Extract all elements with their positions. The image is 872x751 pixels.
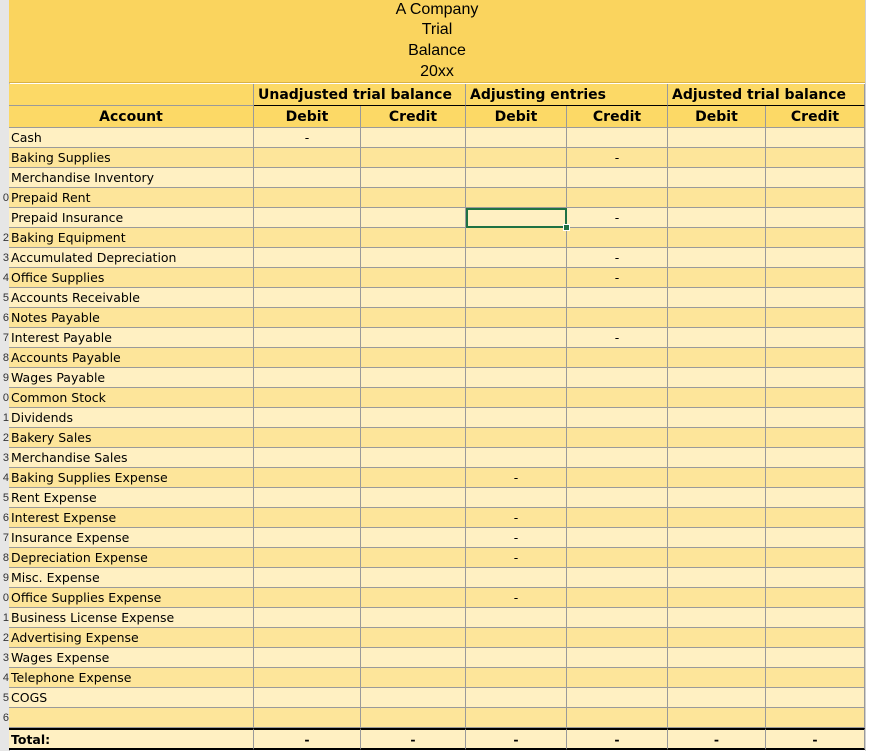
amount-cell[interactable] <box>254 668 361 688</box>
amount-cell[interactable] <box>254 128 361 148</box>
amount-cell[interactable] <box>668 668 766 688</box>
amount-cell[interactable] <box>668 168 766 188</box>
amount-cell[interactable] <box>466 608 567 628</box>
amount-cell[interactable] <box>668 708 766 728</box>
account-name-cell[interactable]: Baking Supplies Expense <box>9 468 254 488</box>
fill-handle[interactable] <box>563 224 570 231</box>
amount-cell[interactable] <box>766 268 865 288</box>
account-name-cell[interactable]: Accounts Payable <box>9 348 254 368</box>
amount-cell[interactable] <box>668 328 766 348</box>
row-number[interactable]: 2 <box>2 232 9 244</box>
amount-cell[interactable] <box>766 128 865 148</box>
amount-cell[interactable] <box>466 648 567 668</box>
amount-cell[interactable] <box>668 228 766 248</box>
amount-cell[interactable] <box>668 468 766 488</box>
amount-cell[interactable] <box>668 588 766 608</box>
account-name-cell[interactable]: Misc. Expense <box>9 568 254 588</box>
amount-cell[interactable] <box>567 268 668 288</box>
amount-cell[interactable] <box>766 688 865 708</box>
amount-cell[interactable] <box>466 288 567 308</box>
row-number[interactable]: 7 <box>2 532 9 544</box>
total-amount-cell[interactable] <box>466 728 567 750</box>
amount-cell[interactable] <box>668 348 766 368</box>
amount-cell[interactable] <box>466 168 567 188</box>
amount-cell[interactable] <box>567 688 668 708</box>
account-name-cell[interactable]: Dividends <box>9 408 254 428</box>
account-name-cell[interactable]: Bakery Sales <box>9 428 254 448</box>
right-gutter <box>865 0 872 751</box>
account-name-cell[interactable]: Depreciation Expense <box>9 548 254 568</box>
amount-cell[interactable] <box>254 388 361 408</box>
account-name-cell[interactable]: Office Supplies Expense <box>9 588 254 608</box>
amount-cell[interactable] <box>766 528 865 548</box>
row-number[interactable]: 5 <box>2 692 9 704</box>
row-number[interactable]: 0 <box>2 592 9 604</box>
amount-cell[interactable] <box>361 228 466 248</box>
group-header-adjusted[interactable]: Adjusted trial balance <box>668 84 865 106</box>
dash-value: - <box>614 270 620 285</box>
amount-cell[interactable] <box>361 688 466 708</box>
account-name-cell[interactable]: Insurance Expense <box>9 528 254 548</box>
amount-cell[interactable] <box>567 308 668 328</box>
account-name-cell[interactable]: Interest Payable <box>9 328 254 348</box>
amount-cell[interactable] <box>361 408 466 428</box>
amount-cell[interactable] <box>466 428 567 448</box>
amount-cell[interactable] <box>766 608 865 628</box>
title-company: A Company <box>395 1 479 18</box>
amount-cell[interactable] <box>668 128 766 148</box>
column-header-credit-2[interactable]: Credit <box>361 106 466 128</box>
amount-cell[interactable] <box>361 468 466 488</box>
total-dash-value: - <box>410 732 416 747</box>
title-block[interactable] <box>9 0 865 83</box>
amount-cell[interactable] <box>466 368 567 388</box>
row-number[interactable]: 3 <box>2 252 9 264</box>
amount-cell[interactable] <box>254 308 361 328</box>
total-amount-cell[interactable] <box>254 728 361 750</box>
total-amount-cell[interactable] <box>567 728 668 750</box>
amount-cell[interactable] <box>361 508 466 528</box>
account-name-cell[interactable]: Baking Equipment <box>9 228 254 248</box>
amount-cell[interactable] <box>466 668 567 688</box>
row-number[interactable]: 6 <box>2 712 9 724</box>
title-line-3: Balance <box>408 42 466 59</box>
account-name-cell[interactable]: Accumulated Depreciation <box>9 248 254 268</box>
amount-cell[interactable] <box>567 568 668 588</box>
account-name-cell[interactable]: Business License Expense <box>9 608 254 628</box>
amount-cell[interactable] <box>668 508 766 528</box>
amount-cell[interactable] <box>466 228 567 248</box>
amount-cell[interactable] <box>361 608 466 628</box>
amount-cell[interactable] <box>668 568 766 588</box>
amount-cell[interactable] <box>361 148 466 168</box>
amount-cell[interactable] <box>766 708 865 728</box>
dash-value: - <box>513 550 519 565</box>
amount-cell[interactable] <box>361 368 466 388</box>
amount-cell[interactable] <box>466 568 567 588</box>
amount-cell[interactable] <box>361 348 466 368</box>
row-number[interactable]: 1 <box>2 612 9 624</box>
amount-cell[interactable] <box>668 628 766 648</box>
amount-cell[interactable] <box>361 208 466 228</box>
amount-cell[interactable] <box>254 208 361 228</box>
total-label[interactable]: Total: <box>9 728 254 750</box>
row-number[interactable]: 9 <box>2 372 9 384</box>
group-header-adjusting[interactable]: Adjusting entries <box>466 84 668 106</box>
amount-cell[interactable] <box>567 148 668 168</box>
amount-cell[interactable] <box>567 428 668 448</box>
amount-cell[interactable] <box>254 508 361 528</box>
column-header-account[interactable]: Account <box>9 106 254 128</box>
account-name-cell[interactable]: Rent Expense <box>9 488 254 508</box>
account-name-cell[interactable] <box>9 708 254 728</box>
amount-cell[interactable] <box>766 168 865 188</box>
amount-cell[interactable] <box>466 548 567 568</box>
amount-cell[interactable] <box>466 708 567 728</box>
amount-cell[interactable] <box>766 408 865 428</box>
amount-cell[interactable] <box>361 188 466 208</box>
amount-cell[interactable] <box>766 208 865 228</box>
amount-cell[interactable] <box>361 448 466 468</box>
amount-cell[interactable] <box>361 528 466 548</box>
amount-cell[interactable] <box>466 628 567 648</box>
amount-cell[interactable] <box>254 488 361 508</box>
amount-cell[interactable] <box>466 488 567 508</box>
amount-cell[interactable] <box>766 248 865 268</box>
account-name-cell[interactable]: Advertising Expense <box>9 628 254 648</box>
amount-cell[interactable] <box>567 408 668 428</box>
row-number[interactable]: 5 <box>2 292 9 304</box>
row-number[interactable]: 9 <box>2 572 9 584</box>
row-number[interactable]: 8 <box>2 352 9 364</box>
amount-cell[interactable] <box>668 688 766 708</box>
account-name-cell[interactable]: Notes Payable <box>9 308 254 328</box>
amount-cell[interactable] <box>766 228 865 248</box>
amount-cell[interactable] <box>466 348 567 368</box>
amount-cell[interactable] <box>668 548 766 568</box>
selected-cell[interactable] <box>466 208 567 228</box>
row-number[interactable]: 7 <box>2 332 9 344</box>
amount-cell[interactable] <box>254 368 361 388</box>
amount-cell[interactable] <box>766 468 865 488</box>
amount-cell[interactable] <box>254 428 361 448</box>
total-dash-value: - <box>713 732 720 747</box>
amount-cell[interactable] <box>668 288 766 308</box>
amount-cell[interactable] <box>567 668 668 688</box>
amount-cell[interactable] <box>466 388 567 408</box>
amount-cell[interactable] <box>361 248 466 268</box>
amount-cell[interactable] <box>567 648 668 668</box>
amount-cell[interactable] <box>254 228 361 248</box>
amount-cell[interactable] <box>254 708 361 728</box>
amount-cell[interactable] <box>361 168 466 188</box>
row-number[interactable]: 6 <box>2 312 9 324</box>
amount-cell[interactable] <box>466 688 567 708</box>
amount-cell[interactable] <box>466 468 567 488</box>
column-header-debit-1[interactable]: Debit <box>254 106 361 128</box>
amount-cell[interactable] <box>466 588 567 608</box>
total-amount-cell[interactable] <box>361 728 466 750</box>
amount-cell[interactable] <box>567 548 668 568</box>
total-dash-value: - <box>614 732 620 747</box>
title-line-2: Trial <box>421 21 453 38</box>
column-header-credit-6[interactable]: Credit <box>766 106 865 128</box>
amount-cell[interactable] <box>361 568 466 588</box>
account-name-cell[interactable]: Baking Supplies <box>9 148 254 168</box>
dash-value: - <box>513 470 519 485</box>
amount-cell[interactable] <box>466 508 567 528</box>
amount-cell[interactable] <box>254 268 361 288</box>
amount-cell[interactable] <box>567 228 668 248</box>
amount-cell[interactable] <box>567 488 668 508</box>
amount-cell[interactable] <box>766 288 865 308</box>
amount-cell[interactable] <box>361 488 466 508</box>
amount-cell[interactable] <box>361 288 466 308</box>
amount-cell[interactable] <box>466 408 567 428</box>
row-number[interactable]: 1 <box>2 412 9 424</box>
amount-cell[interactable] <box>254 608 361 628</box>
total-amount-cell[interactable] <box>668 728 766 750</box>
amount-cell[interactable] <box>766 448 865 468</box>
amount-cell[interactable] <box>254 408 361 428</box>
amount-cell[interactable] <box>361 308 466 328</box>
amount-cell[interactable] <box>567 188 668 208</box>
row-number[interactable]: 0 <box>2 192 9 204</box>
group-header-unadjusted[interactable]: Unadjusted trial balance <box>254 84 466 106</box>
amount-cell[interactable] <box>668 388 766 408</box>
dash-value: - <box>513 510 519 525</box>
account-name-cell[interactable]: Wages Payable <box>9 368 254 388</box>
row-number[interactable]: 8 <box>2 552 9 564</box>
total-amount-cell[interactable] <box>766 728 865 750</box>
amount-cell[interactable] <box>766 588 865 608</box>
amount-cell[interactable] <box>766 488 865 508</box>
amount-cell[interactable] <box>668 268 766 288</box>
amount-cell[interactable] <box>466 528 567 548</box>
amount-cell[interactable] <box>361 668 466 688</box>
amount-cell[interactable] <box>668 188 766 208</box>
amount-cell[interactable] <box>668 148 766 168</box>
amount-cell[interactable] <box>361 328 466 348</box>
amount-cell[interactable] <box>766 368 865 388</box>
amount-cell[interactable] <box>766 308 865 328</box>
amount-cell[interactable] <box>766 568 865 588</box>
amount-cell[interactable] <box>254 468 361 488</box>
amount-cell[interactable] <box>668 608 766 628</box>
amount-cell[interactable] <box>567 628 668 648</box>
amount-cell[interactable] <box>766 508 865 528</box>
account-name-cell[interactable]: Prepaid Rent <box>9 188 254 208</box>
dash-value: - <box>304 130 310 145</box>
amount-cell[interactable] <box>466 188 567 208</box>
amount-cell[interactable] <box>254 348 361 368</box>
amount-cell[interactable] <box>567 448 668 468</box>
row-number[interactable]: 2 <box>2 432 9 444</box>
dash-value: - <box>513 530 519 545</box>
amount-cell[interactable] <box>567 368 668 388</box>
amount-cell[interactable] <box>466 308 567 328</box>
amount-cell[interactable] <box>567 348 668 368</box>
amount-cell[interactable] <box>668 208 766 228</box>
amount-cell[interactable] <box>567 588 668 608</box>
amount-cell[interactable] <box>668 408 766 428</box>
amount-cell[interactable] <box>466 128 567 148</box>
amount-cell[interactable] <box>567 528 668 548</box>
account-name-cell[interactable]: Telephone Expense <box>9 668 254 688</box>
row-number[interactable]: 4 <box>2 672 9 684</box>
amount-cell[interactable] <box>766 328 865 348</box>
dash-value: - <box>614 210 620 225</box>
total-dash-value: - <box>513 732 519 747</box>
amount-cell[interactable] <box>466 328 567 348</box>
amount-cell[interactable] <box>361 388 466 408</box>
amount-cell[interactable] <box>254 568 361 588</box>
amount-cell[interactable] <box>766 188 865 208</box>
amount-cell[interactable] <box>254 248 361 268</box>
amount-cell[interactable] <box>254 628 361 648</box>
amount-cell[interactable] <box>668 448 766 468</box>
amount-cell[interactable] <box>361 428 466 448</box>
account-name-cell[interactable]: Interest Expense <box>9 508 254 528</box>
account-name-cell[interactable]: Prepaid Insurance <box>9 208 254 228</box>
amount-cell[interactable] <box>361 588 466 608</box>
amount-cell[interactable] <box>567 468 668 488</box>
amount-cell[interactable] <box>466 448 567 468</box>
amount-cell[interactable] <box>567 128 668 148</box>
amount-cell[interactable] <box>254 448 361 468</box>
account-name-cell[interactable]: Merchandise Inventory <box>9 168 254 188</box>
amount-cell[interactable] <box>668 248 766 268</box>
amount-cell[interactable] <box>567 248 668 268</box>
amount-cell[interactable] <box>361 548 466 568</box>
amount-cell[interactable] <box>361 268 466 288</box>
amount-cell[interactable] <box>766 628 865 648</box>
amount-cell[interactable] <box>254 528 361 548</box>
amount-cell[interactable] <box>766 548 865 568</box>
amount-cell[interactable] <box>254 288 361 308</box>
dash-value: - <box>614 250 620 265</box>
amount-cell[interactable] <box>567 208 668 228</box>
amount-cell[interactable] <box>361 708 466 728</box>
amount-cell[interactable] <box>668 368 766 388</box>
amount-cell[interactable] <box>254 168 361 188</box>
amount-cell[interactable] <box>361 128 466 148</box>
row-number[interactable]: 3 <box>2 452 9 464</box>
amount-cell[interactable] <box>766 668 865 688</box>
amount-cell[interactable] <box>361 628 466 648</box>
amount-cell[interactable] <box>766 648 865 668</box>
amount-cell[interactable] <box>567 608 668 628</box>
account-name-cell[interactable]: Common Stock <box>9 388 254 408</box>
column-header-debit-5[interactable]: Debit <box>668 106 766 128</box>
total-dash-value: - <box>304 732 310 747</box>
amount-cell[interactable] <box>766 148 865 168</box>
amount-cell[interactable] <box>567 288 668 308</box>
amount-cell[interactable] <box>361 648 466 668</box>
amount-cell[interactable] <box>466 148 567 168</box>
column-header-credit-4[interactable]: Credit <box>567 106 668 128</box>
column-header-debit-3[interactable]: Debit <box>466 106 567 128</box>
amount-cell[interactable] <box>567 508 668 528</box>
amount-cell[interactable] <box>668 648 766 668</box>
dash-value: - <box>614 330 620 345</box>
total-dash-value: - <box>812 732 818 747</box>
amount-cell[interactable] <box>567 328 668 348</box>
account-name-cell[interactable]: Office Supplies <box>9 268 254 288</box>
amount-cell[interactable] <box>254 148 361 168</box>
row-number[interactable]: 5 <box>2 492 9 504</box>
amount-cell[interactable] <box>567 708 668 728</box>
amount-cell[interactable] <box>766 348 865 368</box>
row-number[interactable]: 6 <box>2 512 9 524</box>
account-name-cell[interactable]: Merchandise Sales <box>9 448 254 468</box>
group-header-blank[interactable] <box>9 84 254 106</box>
amount-cell[interactable] <box>466 268 567 288</box>
title-year: 20xx <box>420 63 454 80</box>
account-name-cell[interactable]: COGS <box>9 688 254 708</box>
amount-cell[interactable] <box>254 648 361 668</box>
dash-value: - <box>513 590 519 605</box>
row-number[interactable]: 3 <box>2 652 9 664</box>
amount-cell[interactable] <box>668 488 766 508</box>
amount-cell[interactable] <box>254 188 361 208</box>
amount-cell[interactable] <box>466 248 567 268</box>
amount-cell[interactable] <box>668 428 766 448</box>
amount-cell[interactable] <box>668 308 766 328</box>
amount-cell[interactable] <box>766 388 865 408</box>
account-name-cell[interactable]: Accounts Receivable <box>9 288 254 308</box>
row-number[interactable]: 4 <box>2 272 9 284</box>
amount-cell[interactable] <box>254 688 361 708</box>
account-name-cell[interactable]: Cash <box>9 128 254 148</box>
dash-value: - <box>614 150 620 165</box>
amount-cell[interactable] <box>567 168 668 188</box>
row-number[interactable]: 2 <box>2 632 9 644</box>
account-name-cell[interactable]: Wages Expense <box>9 648 254 668</box>
row-number[interactable]: 0 <box>2 392 9 404</box>
amount-cell[interactable] <box>254 588 361 608</box>
amount-cell[interactable] <box>766 428 865 448</box>
amount-cell[interactable] <box>567 388 668 408</box>
amount-cell[interactable] <box>254 548 361 568</box>
amount-cell[interactable] <box>254 328 361 348</box>
amount-cell[interactable] <box>668 528 766 548</box>
row-number[interactable]: 4 <box>2 472 9 484</box>
